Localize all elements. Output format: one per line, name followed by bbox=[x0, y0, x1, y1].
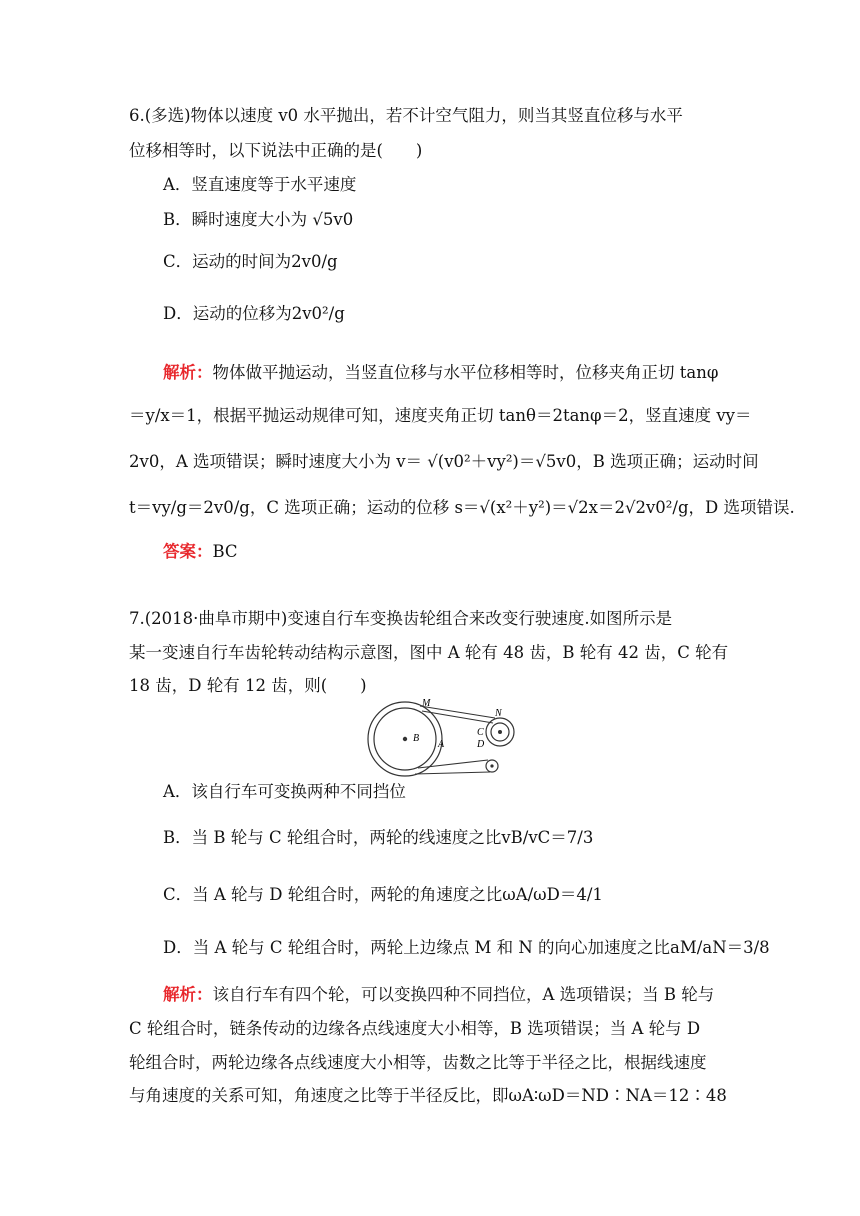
q6-analysis-label: 解析： bbox=[163, 363, 213, 382]
label-m: M bbox=[422, 698, 431, 709]
label-b: B bbox=[413, 733, 420, 744]
q7-analysis-label: 解析： bbox=[163, 985, 213, 1004]
label-c: C bbox=[477, 727, 484, 738]
q6-option-b: B．瞬时速度大小为 √5v0 bbox=[163, 210, 354, 229]
q6-stem-text1: 6.(多选)物体以速度 v0 水平抛出，若不计空气阻力，则当其竖直位移与水平 bbox=[129, 106, 683, 125]
q6-answer bbox=[163, 540, 238, 564]
q7-option-c: C．当 A 轮与 D 轮组合时，两轮的角速度之比ωA/ωD＝4/1 bbox=[163, 885, 603, 904]
q6-option-d: D．运动的位移为2v0²/g bbox=[163, 304, 345, 323]
gear-c-center bbox=[498, 730, 502, 734]
tensioner-center bbox=[490, 764, 493, 767]
q6-analysis-line3: 2v0，A 选项错误；瞬时速度大小为 v＝ √(v0²＋vy²)＝√5v0，B 选项正确；运动时间 bbox=[129, 452, 759, 471]
q7-analysis-line2: C 轮组合时，链条传动的边缘各点线速度大小相等，B 选项错误；当 A 轮与 D bbox=[129, 1019, 701, 1038]
chain-bottom bbox=[415, 772, 490, 774]
q7-stem-line1: 7.(2018·曲阜市期中)变速自行车变换齿轮组合来改变行驶速度.如图所示是 bbox=[129, 609, 673, 628]
q7-analysis-line1: 解析：该自行车有四个轮，可以变换四种不同挡位，A 选项错误；当 B 轮与 bbox=[163, 985, 715, 1004]
label-d: D bbox=[477, 739, 485, 750]
chain-top bbox=[420, 706, 495, 718]
chain-top-2 bbox=[422, 711, 493, 723]
q7-analysis-line4: 与角速度的关系可知，角速度之比等于半径反比，即ωA∶ωD＝ND∶NA＝12∶48 bbox=[129, 1086, 727, 1105]
q6-option-a: A．竖直速度等于水平速度 bbox=[163, 175, 357, 194]
label-a: A bbox=[438, 739, 445, 750]
q7-analysis-line3: 轮组合时，两轮边缘各点线速度大小相等，齿数之比等于半径之比，根据线速度 bbox=[129, 1053, 707, 1072]
q7-option-d: D．当 A 轮与 C 轮组合时，两轮上边缘点 M 和 N 的向心加速度之比aM/aN＝3/8 bbox=[163, 938, 770, 957]
q6-analysis-line2: ＝y/x＝1，根据平抛运动规律可知，速度夹角正切 tanθ＝2tanφ＝2，竖直速度 vy＝ bbox=[129, 406, 752, 425]
q6-answer-label: 答案： bbox=[163, 542, 213, 561]
gear-center bbox=[403, 737, 407, 741]
gear-diagram bbox=[340, 695, 530, 780]
q6-analysis-line4: t＝vy/g＝2v0/g，C 选项正确；运动的位移 s＝√(x²＋y²)＝√2x＝2√2v0²/g，D 选项错误. bbox=[129, 498, 795, 517]
q6-analysis-line1: 解析：物体做平抛运动，当竖直位移与水平位移相等时，位移夹角正切 tanφ bbox=[163, 363, 719, 382]
q7-stem-line2: 某一变速自行车齿轮转动结构示意图，图中 A 轮有 48 齿，B 轮有 42 齿，C 轮有 bbox=[129, 643, 729, 662]
q6-answer-value: BC bbox=[212, 542, 238, 561]
q6-stem-line2: 位移相等时，以下说法中正确的是( ) bbox=[129, 141, 423, 160]
chain-bottom-2 bbox=[418, 760, 488, 768]
q6-option-c: C．运动的时间为2v0/g bbox=[163, 252, 338, 271]
label-n: N bbox=[495, 708, 502, 719]
q7-stem-line3: 18 齿，D 轮有 12 齿，则( ) bbox=[129, 676, 367, 695]
q7-option-b: B．当 B 轮与 C 轮组合时，两轮的线速度之比vB/vC＝7/3 bbox=[163, 828, 594, 847]
q7-option-a: A．该自行车可变换两种不同挡位 bbox=[163, 782, 406, 801]
q6-stem-line1 bbox=[129, 104, 683, 128]
